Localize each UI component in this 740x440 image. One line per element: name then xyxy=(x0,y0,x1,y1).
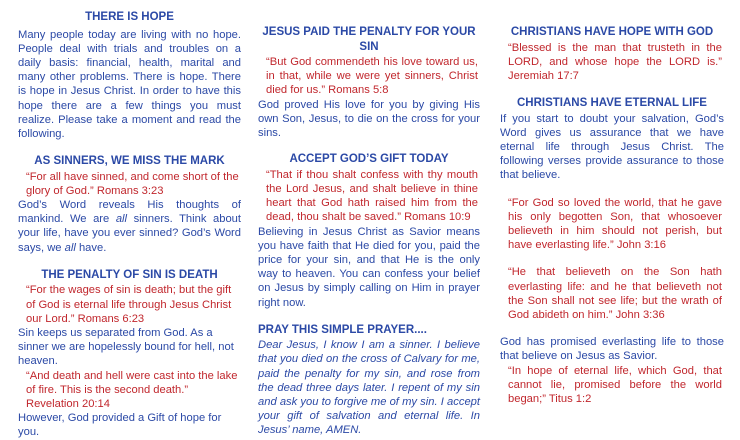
paragraph-sinners-part3: have. xyxy=(75,241,107,254)
verse-jeremiah-17-7: “Blessed is the man that trusteth in the LORD, and whose hope the LORD is.” Jeremiah 17:7 xyxy=(508,41,722,82)
heading-accept-gift: ACCEPT GOD’S GIFT TODAY xyxy=(289,153,449,166)
heading-hope-with-god: CHRISTIANS HAVE HOPE WITH GOD xyxy=(510,26,714,38)
emphasis-all-2: all xyxy=(64,241,76,254)
paragraph-sinners xyxy=(18,198,241,255)
paragraph-hope: Many people today are living with no hope. People deal with trials and troubles on a daily basis: financial, health, marital and many other problems. There is hope. There is hope in Jesus Christ. In order to have this hope there are a few things you must realize. Please take a moment and read the following. xyxy=(18,28,241,140)
emphasis-all-1: all xyxy=(115,213,128,226)
column-3 xyxy=(500,0,724,406)
column-1 xyxy=(18,0,241,440)
paragraph-believing: Believing in Jesus Christ as Savior means you have faith that He died for you, paid the price for your sin, and that He is the only way to heaven. You can confess your belief on Jesus by simply calling on Him in prayer right now. xyxy=(258,225,480,309)
verse-romans-5-8: “But God commendeth his love toward us, in that, while we were yet sinners, Christ died for us.” Romans 5:8 xyxy=(266,56,478,97)
heading-jesus-paid: JESUS PAID THE PENALTY FOR YOUR SIN xyxy=(262,26,476,53)
verse-john-3-16: “For God so loved the world, that he gave his only begotten Son, that whosoever believeth in him should not perish, but have everlasting life.” John 3:16 xyxy=(508,196,722,252)
verse-romans-10-9: “That if thou shalt confess with thy mouth the Lord Jesus, and shalt believe in thine heart that God hath raised him from the dead, thou shalt be saved.” Romans 10:9 xyxy=(266,168,478,224)
paragraph-gift-of-hope: However, God provided a Gift of hope for you. xyxy=(18,412,222,439)
heading-pray: PRAY THIS SIMPLE PRAYER.... xyxy=(258,323,427,336)
prayer-text: Dear Jesus, I know I am a sinner. I believe that you died on the cross of Calvary for me, paid the penalty for my sin, and rose from the dead three days later. I repent of my sin and ask you to forgive me of my sin. I accept your gift of salvation and eternal life. In Jesus’ name, AMEN. xyxy=(258,339,480,437)
heading-eternal-life: CHRISTIANS HAVE ETERNAL LIFE xyxy=(517,97,707,110)
heading-there-is-hope: THERE IS HOPE xyxy=(85,11,174,23)
verse-romans-6-23: “For the wages of sin is death; but the gift of God is eternal life through Jesus Christ our Lord.” Romans 6:23 xyxy=(26,284,232,325)
verse-john-3-36: “He that believeth on the Son hath everlasting life: and he that believeth not the Son shall not see life; but the wrath of God abideth on him.” John 3:36 xyxy=(508,266,722,322)
paragraph-sinners-part2: sinners. Think about your life, have you ever sinned? God’s Word says, we xyxy=(18,213,241,254)
paragraph-separated: Sin keeps us separated from God. As a sinner we are hopelessly bound for hell, not heaven. xyxy=(18,326,234,368)
paragraph-assurance: If you start to doubt your salvation, God’s Word gives us assurance that we have eternal life through Jesus Christ. The following verses provide assurance to those that believe. xyxy=(500,112,724,182)
heading-penalty: THE PENALTY OF SIN IS DEATH xyxy=(41,268,218,281)
paragraph-god-proved: God proved His love for you by giving His own Son, Jesus, to die on the cross for your sins. xyxy=(258,98,480,140)
paragraph-promised: God has promised everlasting life to those that believe on Jesus as Savior. xyxy=(500,336,724,363)
heading-sinners: AS SINNERS, WE MISS THE MARK xyxy=(34,155,225,168)
column-2 xyxy=(258,0,480,438)
verse-romans-3-23: “For all have sinned, and come short of the glory of God.” Romans 3:23 xyxy=(26,170,239,197)
verse-titus-1-2: “In hope of eternal life, which God, that cannot lie, promised before the world began;” Titus 1:2 xyxy=(508,364,722,406)
verse-revelation-20-14: “And death and hell were cast into the lake of fire. This is the second death.” Revelation 20:14 xyxy=(26,369,238,410)
paragraph-sinners-part1: God’s Word reveals His thoughts of mankind. We are xyxy=(18,199,241,226)
